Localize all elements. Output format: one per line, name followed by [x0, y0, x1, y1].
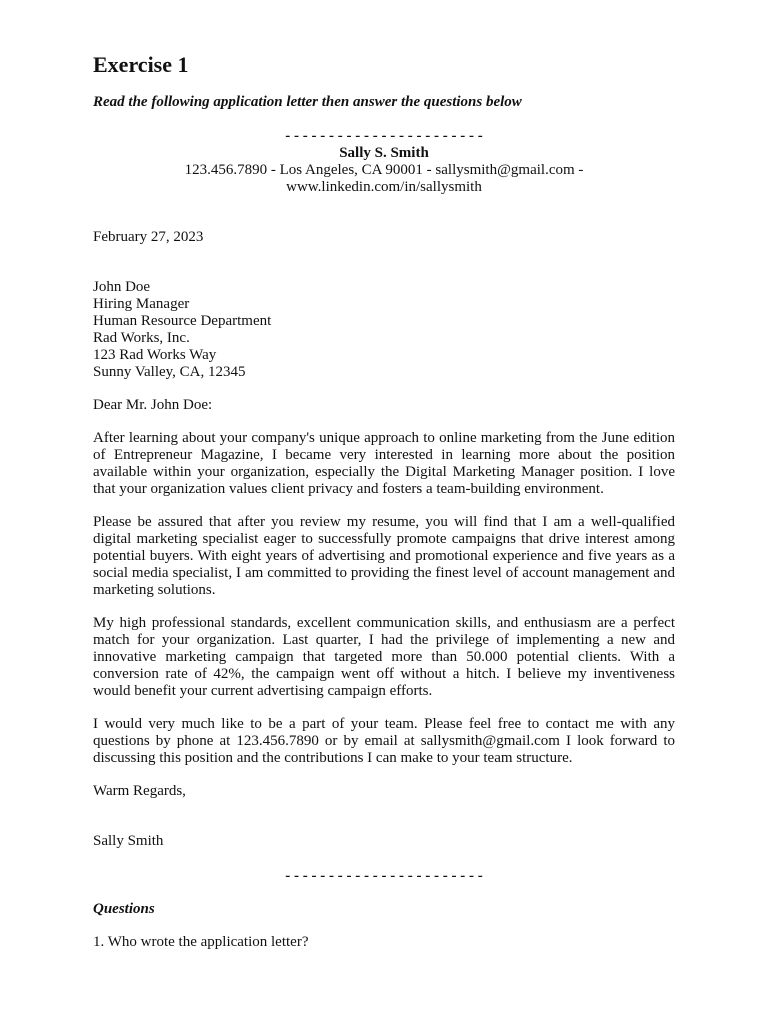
recipient-address — [93, 279, 675, 381]
sender-contact-line1: 123.456.7890 - Los Angeles, CA 90001 - sallysmith@gmail.com - — [184, 162, 584, 178]
letter-signature: Sally Smith — [93, 833, 164, 849]
recipient-street: 123 Rad Works Way — [93, 347, 217, 363]
divider-top: - - - - - - - - - - - - - - - - - - - - - - - — [285, 128, 483, 144]
letter-paragraph-3: My high professional standards, excellent communication skills, and enthusiasm are a perfect match for your organization. Last quarter, I had the privilege of implementing a new and innovative marketing campaign that targeted more than 50.000 potential clients. With a conversion rate of 42%, the campaign went off without a hitch. I believe my inventiveness would benefit your current advertising campaign efforts. — [93, 615, 675, 699]
recipient-title: Hiring Manager — [93, 296, 190, 312]
divider-bottom: - - - - - - - - - - - - - - - - - - - - - - - — [285, 868, 483, 884]
letter-paragraph-2: Please be assured that after you review my resume, you will find that I am a well-qualified digital marketing specialist eager to successfully promote campaigns that drive interest among potential buyers. With eight years of advertising and promotional experience and five years as a social media specialist, I am committed to providing the finest level of account management and marketing solutions. — [93, 514, 675, 598]
question-item: 1. Who wrote the application letter? — [93, 934, 309, 950]
sender-name: Sally S. Smith — [339, 145, 429, 161]
letter-paragraph-4: I would very much like to be a part of your team. Please feel free to contact me with any questions by phone at 123.456.7890 or by email at sallysmith@gmail.com I look forward to discussing this position and the contributions I can make to your team structure. — [93, 716, 675, 766]
recipient-name: John Doe — [93, 279, 151, 295]
sender-header — [93, 145, 675, 196]
recipient-city: Sunny Valley, CA, 12345 — [93, 364, 246, 380]
letter-date: February 27, 2023 — [93, 229, 204, 245]
salutation: Dear Mr. John Doe: — [93, 397, 213, 413]
recipient-company: Rad Works, Inc. — [93, 330, 190, 346]
sender-contact-line2: www.linkedin.com/in/sallysmith — [286, 179, 482, 195]
recipient-department: Human Resource Department — [93, 313, 272, 329]
instruction-text: Read the following application letter then answer the questions below — [93, 94, 522, 110]
questions-heading: Questions — [93, 901, 155, 917]
letter-closing: Warm Regards, — [93, 783, 186, 799]
letter-paragraph-1: After learning about your company's unique approach to online marketing from the June edition of Entrepreneur Magazine, I became very interested in learning more about the position available within your organization, especially the Digital Marketing Manager position. I love that your organization values client privacy and fosters a team-building environment. — [93, 430, 675, 497]
page-title: Exercise 1 — [93, 52, 189, 77]
